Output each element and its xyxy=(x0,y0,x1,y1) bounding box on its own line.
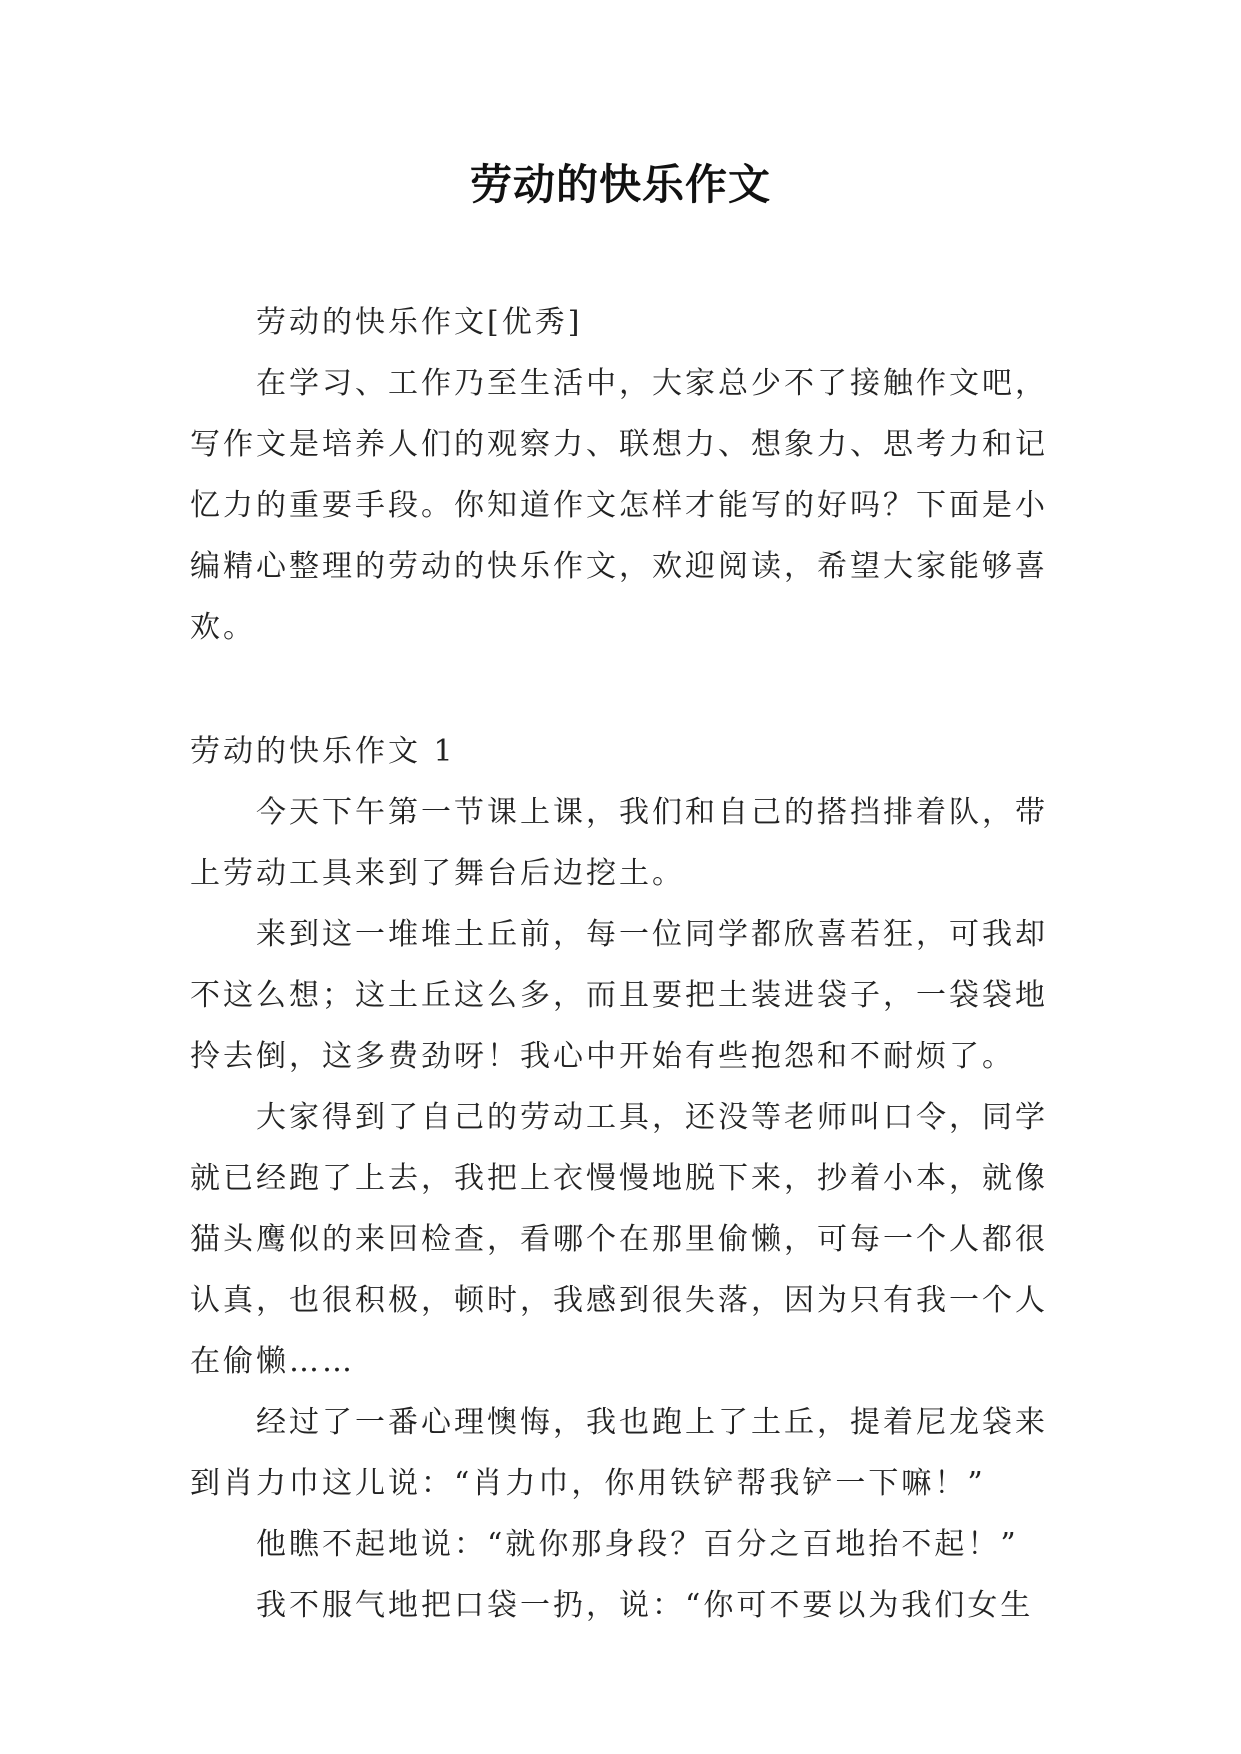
document-subtitle: 劳动的快乐作文[优秀] xyxy=(256,305,583,340)
body-paragraph: 他瞧不起地说：“就你那身段？百分之百地抬不起！” xyxy=(256,1527,1019,1562)
body-paragraph: 来到这一堆堆土丘前，每一位同学都欣喜若狂，可我却不这么想；这土丘这么多，而且要把土装进袋子，一袋袋地拎去倒，这多费劲呀！我心中开始有些抱怨和不耐烦了。 xyxy=(190,917,1048,1074)
body-paragraph: 经过了一番心理懊悔，我也跑上了土丘，提着尼龙袋来到肖力巾这儿说：“肖力巾，你用铁铲帮我铲一下嘛！” xyxy=(190,1405,1048,1501)
body-paragraph: 大家得到了自己的劳动工具，还没等老师叫口令，同学就已经跑了上去，我把上衣慢慢地脱下来，抄着小本，就像猫头鹰似的来回检查，看哪个在那里偷懒，可每一个人都很认真，也很积极，顿时，我感到很失落，因为只有我一个人在偷懒…… xyxy=(190,1100,1048,1379)
body-paragraph: 今天下午第一节课上课，我们和自己的搭挡排着队，带上劳动工具来到了舞台后边挖土。 xyxy=(190,795,1048,891)
section-spacer xyxy=(190,658,1070,721)
document-title: 劳动的快乐作文 xyxy=(469,160,771,209)
section-heading: 劳动的快乐作文 1 xyxy=(190,734,456,769)
intro-paragraph: 在学习、工作乃至生活中，大家总少不了接触作文吧，写作文是培养人们的观察力、联想力、想象力、思考力和记忆力的重要手段。你知道作文怎样才能写的好吗？下面是小编精心整理的劳动的快乐作文，欢迎阅读，希望大家能够喜欢。 xyxy=(190,366,1048,645)
document-body xyxy=(190,292,1070,1636)
body-paragraph: 我不服气地把口袋一扔，说：“你可不要以为我们女生 xyxy=(256,1588,1034,1623)
